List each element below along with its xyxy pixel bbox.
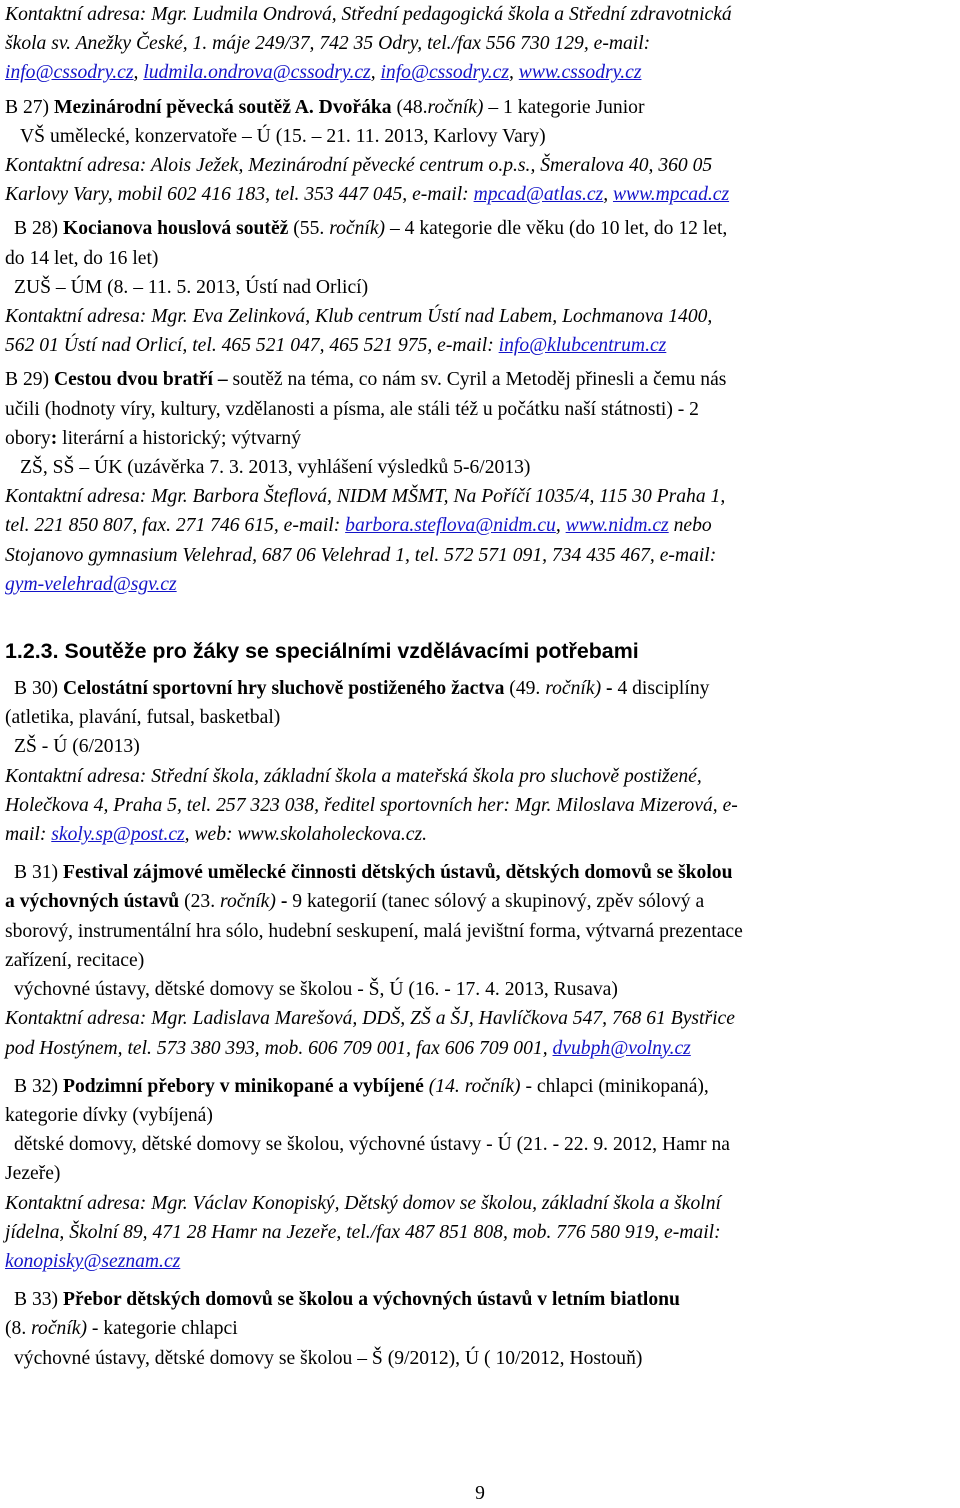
email-link[interactable]: info@klubcentrum.cz bbox=[498, 335, 667, 357]
b32-contact-line-2: jídelna, Školní 89, 471 28 Hamr na Jezeře, tel./fax 487 851 808, mob. 776 580 919, e-mail: bbox=[5, 1221, 721, 1243]
year-number: (55. bbox=[293, 218, 325, 240]
b28-contact-line-2 bbox=[5, 331, 955, 360]
b26-contact-line-2: škola sv. Anežky České, 1. máje 249/37, 742 35 Odry, tel./fax 556 730 129, e-mail: bbox=[5, 33, 651, 55]
contact-text: 562 01 Ústí nad Orlicí, tel. 465 521 047, 465 521 975, e-mail: bbox=[5, 335, 494, 357]
competition-b30 bbox=[5, 674, 955, 849]
entry-number: B 29) bbox=[5, 369, 50, 391]
b26-contact-line-1: Kontaktní adresa: Mgr. Ludmila Ondrová, Střední pedagogická škola a Střední zdravotnická bbox=[5, 4, 732, 25]
b28-heading bbox=[5, 214, 955, 243]
b31-contact-line-2 bbox=[5, 1034, 955, 1063]
entry-number: B 27) bbox=[5, 96, 50, 118]
email-link[interactable]: mpcad@atlas.cz bbox=[473, 184, 604, 206]
contact-text: , web: www.skolaholeckova.cz. bbox=[184, 824, 428, 846]
contact-text: mail: bbox=[5, 824, 47, 846]
b32-heading bbox=[5, 1072, 955, 1101]
year-label: ročník) bbox=[427, 96, 484, 118]
b27-heading bbox=[5, 93, 955, 122]
entry-categories: 9 kategorií (tanec sólový a skupinový, zpěv sólový a bbox=[292, 891, 705, 913]
b31-contact-line-1: Kontaktní adresa: Mgr. Ladislava Marešová, DDŠ, ZŠ a ŠJ, Havlíčkova 547, 768 61 Bystřice bbox=[5, 1008, 735, 1030]
year-number: (8. bbox=[5, 1318, 27, 1340]
document-page bbox=[5, 0, 955, 1373]
entry-title: Mezinárodní pěvecká soutěž A. Dvořáka bbox=[54, 96, 392, 118]
b29-contact-line-1: Kontaktní adresa: Mgr. Barbora Šteflová, NIDM MŠMT, Na Poříčí 1035/4, 115 30 Praha 1, bbox=[5, 486, 726, 508]
b28-eligibility: ZUŠ – ÚM (8. – 11. 5. 2013, Ústí nad Orlicí) bbox=[14, 276, 369, 298]
desc-text: literární a historický; výtvarný bbox=[57, 427, 302, 449]
b30-eligibility: ZŠ - Ú (6/2013) bbox=[14, 736, 140, 758]
email-link[interactable]: info@cssodry.cz bbox=[380, 62, 509, 84]
entry-number: B 32) bbox=[14, 1075, 59, 1097]
email-link[interactable]: ludmila.ondrova@cssodry.cz bbox=[143, 62, 371, 84]
b31-heading bbox=[5, 858, 955, 887]
b33-eligibility: výchovné ústavy, dětské domovy se školou – Š (9/2012), Ú ( 10/2012, Hostouň) bbox=[14, 1347, 643, 1369]
email-link[interactable]: konopisky@seznam.cz bbox=[5, 1250, 181, 1272]
b31-heading-cont bbox=[5, 887, 955, 916]
entry-number: B 30) bbox=[14, 678, 59, 700]
year-number: (23. bbox=[184, 891, 216, 913]
competition-b33 bbox=[5, 1285, 955, 1373]
b29-desc-line-3 bbox=[5, 424, 955, 453]
b29-eligibility: ZŠ, SŠ – ÚK (uzávěrka 7. 3. 2013, vyhlášení výsledků 5-6/2013) bbox=[20, 457, 531, 479]
entry-title: Přebor dětských domovů se školou a výchovných ústavů v letním biatlonu bbox=[63, 1289, 680, 1311]
b31-desc-line-3: zařízení, recitace) bbox=[5, 949, 145, 971]
competition-b31 bbox=[5, 858, 955, 1062]
b29-heading bbox=[5, 365, 955, 394]
b31-desc-line-2: sborový, instrumentální hra sólo, hudební seskupení, malá jevištní forma, výtvarná prezentace bbox=[5, 920, 743, 942]
entry-title: Kocianova houslová soutěž bbox=[63, 218, 289, 240]
entry-categories: - kategorie chlapci bbox=[91, 1318, 238, 1340]
desc-text: obory bbox=[5, 427, 51, 449]
year-number: (49. bbox=[509, 678, 541, 700]
page-number: 9 bbox=[475, 1483, 485, 1504]
email-link[interactable]: skoly.sp@post.cz bbox=[51, 824, 185, 846]
year-number: (48. bbox=[396, 96, 428, 118]
competition-b27 bbox=[5, 93, 955, 210]
b28-heading-cont: do 14 let, do 16 let) bbox=[5, 247, 159, 269]
competition-b29 bbox=[5, 365, 955, 599]
year-label: ročník) bbox=[464, 1075, 521, 1097]
b30-contact-line-1: Kontaktní adresa: Střední škola, základní škola a mateřská škola pro sluchově postižené, bbox=[5, 765, 702, 787]
b30-heading-cont: (atletika, plavání, futsal, basketbal) bbox=[5, 707, 281, 729]
competition-b28 bbox=[5, 214, 955, 360]
entry-description: soutěž na téma, co nám sv. Cyril a Metoděj přinesli a čemu nás bbox=[232, 369, 727, 391]
b26-contact-line-3: info@cssodry.cz, ludmila.ondrova@cssodry.cz, info@cssodry.cz, www.cssodry.cz bbox=[5, 62, 642, 84]
entry-number: B 31) bbox=[14, 862, 59, 884]
b32-contact-line-1: Kontaktní adresa: Mgr. Václav Konopiský, Dětský domov se školou, základní škola a školní bbox=[5, 1192, 721, 1214]
contact-text: tel. 221 850 807, fax. 271 746 615, e-mail: bbox=[5, 515, 341, 537]
b27-eligibility: VŠ umělecké, konzervatoře – Ú (15. – 21. 11. 2013, Karlovy Vary) bbox=[20, 125, 546, 147]
contact-text: Karlovy Vary, mobil 602 416 183, tel. 353 447 045, e-mail: bbox=[5, 184, 469, 206]
b30-contact-line-3 bbox=[5, 820, 955, 849]
b31-eligibility: výchovné ústavy, dětské domovy se školou - Š, Ú (16. - 17. 4. 2013, Rusava) bbox=[14, 979, 618, 1001]
b29-desc-line-2: učili (hodnoty víry, kultury, vzdělanosti a písma, ale stáli též u počátku naší státnosti) - 2 bbox=[5, 398, 699, 420]
b27-contact-line-1: Kontaktní adresa: Alois Ježek, Mezinárodní pěvecké centrum o.p.s., Šmeralova 40, 360 05 bbox=[5, 155, 713, 177]
email-link[interactable]: dvubph@volny.cz bbox=[552, 1037, 691, 1059]
b32-contact-line-3 bbox=[5, 1247, 955, 1276]
email-link[interactable]: barbora.steflova@nidm.cu bbox=[345, 515, 556, 537]
b29-contact-line-3: Stojanovo gymnasium Velehrad, 687 06 Velehrad 1, tel. 572 571 091, 734 435 467, e-mail: bbox=[5, 544, 717, 566]
email-link[interactable]: gym-velehrad@sgv.cz bbox=[5, 573, 177, 595]
b28-contact-line-1: Kontaktní adresa: Mgr. Eva Zelinková, Klub centrum Ústí nad Labem, Lochmanova 1400, bbox=[5, 306, 713, 328]
b26-contact bbox=[5, 0, 955, 88]
contact-text: nebo bbox=[673, 515, 712, 537]
b30-heading bbox=[5, 674, 955, 703]
entry-title: Festival zájmové umělecké činnosti dětských ústavů, dětských domovů se školou bbox=[63, 862, 733, 884]
b29-contact-line-2: tel. 221 850 807, fax. 271 746 615, e-mail: barbora.steflova@nidm.cu, www.nidm.cz nebo bbox=[5, 515, 712, 537]
b33-heading-cont bbox=[5, 1314, 955, 1343]
year-number: (14. bbox=[428, 1075, 460, 1097]
contact-text: pod Hostýnem, tel. 573 380 393, mob. 606 709 001, fax 606 709 001, bbox=[5, 1037, 548, 1059]
b27-contact-line-2: Karlovy Vary, mobil 602 416 183, tel. 353 447 045, e-mail: mpcad@atlas.cz, www.mpcad.cz bbox=[5, 184, 730, 206]
b32-eligibility-line-1: dětské domovy, dětské domovy se školou, výchovné ústavy - Ú (21. - 22. 9. 2012, Hamr na bbox=[14, 1134, 730, 1156]
dash: - bbox=[280, 891, 288, 913]
competition-b32 bbox=[5, 1072, 955, 1276]
b32-heading-cont: kategorie dívky (vybíjená) bbox=[5, 1104, 213, 1126]
web-link[interactable]: www.cssodry.cz bbox=[518, 62, 642, 84]
b33-heading bbox=[5, 1285, 955, 1314]
entry-title: a výchovných ústavů bbox=[5, 891, 180, 913]
b30-contact-line-2: Holečkova 4, Praha 5, tel. 257 323 038, ředitel sportovních her: Mgr. Miloslava Mizerová, e- bbox=[5, 794, 738, 816]
entry-title: Celostátní sportovní hry sluchově postiženého žactva bbox=[63, 678, 505, 700]
entry-title: Podzimní přebory v minikopané a vybíjené bbox=[63, 1075, 424, 1097]
year-label: ročník) bbox=[220, 891, 276, 913]
entry-title: Cestou dvou bratří – bbox=[54, 369, 228, 391]
entry-number: B 28) bbox=[14, 218, 59, 240]
desc-colon: : bbox=[50, 427, 58, 449]
entry-categories: – 1 kategorie Junior bbox=[488, 96, 645, 118]
entry-categories: - chlapci (minikopaná), bbox=[525, 1075, 709, 1097]
email-link[interactable]: info@cssodry.cz bbox=[5, 62, 134, 84]
year-label: ročník) bbox=[545, 678, 602, 700]
entry-categories: – 4 kategorie dle věku (do 10 let, do 12 let, bbox=[389, 218, 728, 240]
year-label: ročník) bbox=[31, 1318, 87, 1340]
b29-contact-line-4 bbox=[5, 570, 955, 599]
b32-eligibility-line-2: Jezeře) bbox=[5, 1163, 61, 1185]
web-link[interactable]: www.mpcad.cz bbox=[612, 184, 730, 206]
entry-categories: 4 disciplíny bbox=[617, 678, 710, 700]
section-title: 1.2.3. Soutěže pro žáky se speciálními vzdělávacími potřebami bbox=[5, 639, 639, 664]
dash: - bbox=[606, 678, 613, 700]
web-link[interactable]: www.nidm.cz bbox=[565, 515, 669, 537]
entry-number: B 33) bbox=[14, 1289, 59, 1311]
year-label: ročník) bbox=[329, 218, 386, 240]
